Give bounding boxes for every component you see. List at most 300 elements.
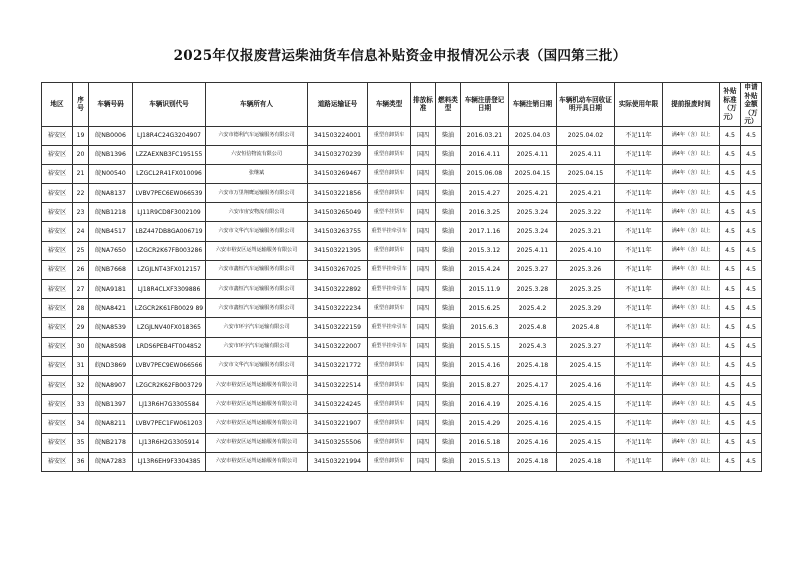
register-date-cell: 2015.4.27 <box>461 184 509 203</box>
plate-cell: 皖ND3869 <box>89 356 133 375</box>
header-cell: 地区 <box>42 83 73 127</box>
table-row <box>42 356 762 375</box>
subsidy-std-cell: 4.5 <box>720 222 741 241</box>
vin-cell: LZGJLNV40FX018365 <box>133 318 206 337</box>
header-cell: 车辆注销日期 <box>509 83 557 127</box>
cancel-date-cell: 2025.3.24 <box>509 222 557 241</box>
emission-std-cell: 国四 <box>411 299 436 318</box>
recycle-date-cell: 2025.4.15 <box>557 414 615 433</box>
subsidy-std-cell: 4.5 <box>720 433 741 452</box>
register-date-cell: 2015.4.24 <box>461 260 509 279</box>
table-row <box>42 433 762 452</box>
early-scrap-cell: 满4年（含）以上 <box>663 184 720 203</box>
fuel-type-cell: 柴油 <box>436 164 461 183</box>
seq-cell: 21 <box>73 164 89 183</box>
owner-cell: 六安市鑫恒汽车运输服务有限公司 <box>206 260 308 279</box>
transport-cert-cell: 341503222007 <box>308 337 368 356</box>
cancel-date-cell: 2025.4.2 <box>509 299 557 318</box>
recycle-date-cell: 2025.04.15 <box>557 164 615 183</box>
district-cell: 裕安区 <box>42 145 73 164</box>
use-years-cell: 不足11年 <box>615 375 663 394</box>
recycle-date-cell: 2025.4.18 <box>557 452 615 471</box>
fuel-type-cell: 柴油 <box>436 452 461 471</box>
fuel-type-cell: 柴油 <box>436 203 461 222</box>
plate-cell: 皖NB1218 <box>89 203 133 222</box>
use-years-cell: 不足11年 <box>615 299 663 318</box>
owner-cell: 六安市文华汽车运输服务有限公司 <box>206 356 308 375</box>
table-body <box>42 126 762 471</box>
vin-cell: LBZ447DB8GA006719 <box>133 222 206 241</box>
seq-cell: 27 <box>73 280 89 299</box>
seq-cell: 36 <box>73 452 89 471</box>
early-scrap-cell: 满4年（含）以上 <box>663 299 720 318</box>
subsidy-std-cell: 4.5 <box>720 164 741 183</box>
subsidy-std-cell: 4.5 <box>720 280 741 299</box>
fuel-type-cell: 柴油 <box>436 318 461 337</box>
cancel-date-cell: 2025.4.17 <box>509 375 557 394</box>
subsidy-std-cell: 4.5 <box>720 126 741 145</box>
district-cell: 裕安区 <box>42 184 73 203</box>
subsidy-amount-cell: 4.5 <box>741 222 762 241</box>
early-scrap-cell: 满4年（含）以上 <box>663 126 720 145</box>
use-years-cell: 不足11年 <box>615 280 663 299</box>
cancel-date-cell: 2025.4.18 <box>509 356 557 375</box>
transport-cert-cell: 341503270239 <box>308 145 368 164</box>
register-date-cell: 2015.8.27 <box>461 375 509 394</box>
district-cell: 裕安区 <box>42 395 73 414</box>
transport-cert-cell: 341503221856 <box>308 184 368 203</box>
seq-cell: 25 <box>73 241 89 260</box>
subsidy-amount-cell: 4.5 <box>741 414 762 433</box>
vehicle-type-cell: 重型自卸货车 <box>368 414 411 433</box>
fuel-type-cell: 柴油 <box>436 126 461 145</box>
cancel-date-cell: 2025.04.15 <box>509 164 557 183</box>
plate-cell: 皖NB7668 <box>89 260 133 279</box>
subsidy-amount-cell: 4.5 <box>741 452 762 471</box>
use-years-cell: 不足11年 <box>615 433 663 452</box>
fuel-type-cell: 柴油 <box>436 280 461 299</box>
table-row <box>42 145 762 164</box>
plate-cell: 皖NB2178 <box>89 433 133 452</box>
vehicle-type-cell: 重型自卸货车 <box>368 299 411 318</box>
transport-cert-cell: 341503221772 <box>308 356 368 375</box>
district-cell: 裕安区 <box>42 260 73 279</box>
recycle-date-cell: 2025.4.10 <box>557 241 615 260</box>
plate-cell: 皖NA8598 <box>89 337 133 356</box>
vehicle-type-cell: 重型自卸货车 <box>368 184 411 203</box>
vehicle-type-cell: 重型半挂牵引车 <box>368 337 411 356</box>
subsidy-amount-cell: 4.5 <box>741 337 762 356</box>
vehicle-type-cell: 重型自卸货车 <box>368 241 411 260</box>
subsidy-std-cell: 4.5 <box>720 318 741 337</box>
table-row <box>42 395 762 414</box>
vin-cell: LZGCR2K62FB003729 <box>133 375 206 394</box>
vin-cell: LJ18R4CLXF3309886 <box>133 280 206 299</box>
district-cell: 裕安区 <box>42 222 73 241</box>
owner-cell: 六安市裕安区运驾运输服务有限公司 <box>206 414 308 433</box>
cancel-date-cell: 2025.04.03 <box>509 126 557 145</box>
owner-cell: 六安市环宇汽车运输有限公司 <box>206 318 308 337</box>
subsidy-table <box>41 82 762 472</box>
plate-cell: 皖N00540 <box>89 164 133 183</box>
header-cell: 序号 <box>73 83 89 127</box>
header-cell: 车辆机动车回收证明开具日期 <box>557 83 615 127</box>
recycle-date-cell: 2025.3.21 <box>557 222 615 241</box>
vin-cell: LJ13R6H2G3305914 <box>133 433 206 452</box>
seq-cell: 29 <box>73 318 89 337</box>
use-years-cell: 不足11年 <box>615 241 663 260</box>
transport-cert-cell: 341503222892 <box>308 280 368 299</box>
cancel-date-cell: 2025.4.3 <box>509 337 557 356</box>
cancel-date-cell: 2025.4.8 <box>509 318 557 337</box>
owner-cell: 六安市裕安区运驾运输服务有限公司 <box>206 452 308 471</box>
vehicle-type-cell: 重型自卸货车 <box>368 145 411 164</box>
subsidy-amount-cell: 4.5 <box>741 145 762 164</box>
owner-cell: 六安市鑫恒汽车运输服务有限公司 <box>206 280 308 299</box>
seq-cell: 22 <box>73 184 89 203</box>
transport-cert-cell: 341503222234 <box>308 299 368 318</box>
subsidy-amount-cell: 4.5 <box>741 241 762 260</box>
emission-std-cell: 国四 <box>411 241 436 260</box>
seq-cell: 30 <box>73 337 89 356</box>
transport-cert-cell: 341503263755 <box>308 222 368 241</box>
owner-cell: 六安市宙安物流有限公司 <box>206 203 308 222</box>
vin-cell: LVBV7PEC6EW066539 <box>133 184 206 203</box>
register-date-cell: 2016.4.11 <box>461 145 509 164</box>
vin-cell: LZZAEXNB3FC195155 <box>133 145 206 164</box>
transport-cert-cell: 341503221907 <box>308 414 368 433</box>
emission-std-cell: 国四 <box>411 318 436 337</box>
plate-cell: 皖NA8211 <box>89 414 133 433</box>
use-years-cell: 不足11年 <box>615 337 663 356</box>
register-date-cell: 2015.3.12 <box>461 241 509 260</box>
fuel-type-cell: 柴油 <box>436 375 461 394</box>
register-date-cell: 2015.5.13 <box>461 452 509 471</box>
use-years-cell: 不足11年 <box>615 356 663 375</box>
transport-cert-cell: 341503222514 <box>308 375 368 394</box>
early-scrap-cell: 满4年（含）以上 <box>663 145 720 164</box>
vin-cell: LJ13R6EH9F3304385 <box>133 452 206 471</box>
owner-cell: 六安恒信物流有限公司 <box>206 145 308 164</box>
recycle-date-cell: 2025.4.15 <box>557 395 615 414</box>
fuel-type-cell: 柴油 <box>436 433 461 452</box>
emission-std-cell: 国四 <box>411 126 436 145</box>
early-scrap-cell: 满4年（含）以上 <box>663 414 720 433</box>
owner-cell: 六安市万里翔鹰运输服务有限公司 <box>206 184 308 203</box>
vin-cell: LJ11R9CD8F3002109 <box>133 203 206 222</box>
district-cell: 裕安区 <box>42 414 73 433</box>
seq-cell: 35 <box>73 433 89 452</box>
register-date-cell: 2016.3.25 <box>461 203 509 222</box>
register-date-cell: 2016.4.19 <box>461 395 509 414</box>
fuel-type-cell: 柴油 <box>436 356 461 375</box>
register-date-cell: 2015.6.3 <box>461 318 509 337</box>
seq-cell: 32 <box>73 375 89 394</box>
register-date-cell: 2015.06.08 <box>461 164 509 183</box>
header-cell: 提前报废时间 <box>663 83 720 127</box>
owner-cell: 六安市裕安区运驾运输服务有限公司 <box>206 241 308 260</box>
emission-std-cell: 国四 <box>411 433 436 452</box>
emission-std-cell: 国四 <box>411 337 436 356</box>
early-scrap-cell: 满4年（含）以上 <box>663 375 720 394</box>
transport-cert-cell: 341503255506 <box>308 433 368 452</box>
owner-cell: 六安市德利汽车运输服务有限公司 <box>206 126 308 145</box>
vin-cell: LZGJLNT43FX012157 <box>133 260 206 279</box>
vin-cell: LJ13R6H7G3305584 <box>133 395 206 414</box>
early-scrap-cell: 满4年（含）以上 <box>663 241 720 260</box>
subsidy-std-cell: 4.5 <box>720 452 741 471</box>
header-cell: 实际使用年限 <box>615 83 663 127</box>
vehicle-type-cell: 重型自卸货车 <box>368 452 411 471</box>
table-row <box>42 375 762 394</box>
early-scrap-cell: 满4年（含）以上 <box>663 452 720 471</box>
cancel-date-cell: 2025.4.21 <box>509 184 557 203</box>
district-cell: 裕安区 <box>42 356 73 375</box>
early-scrap-cell: 满4年（含）以上 <box>663 203 720 222</box>
transport-cert-cell: 341503221395 <box>308 241 368 260</box>
owner-cell: 六安市文华汽车运输服务有限公司 <box>206 222 308 241</box>
cancel-date-cell: 2025.4.16 <box>509 414 557 433</box>
seq-cell: 33 <box>73 395 89 414</box>
recycle-date-cell: 2025.3.29 <box>557 299 615 318</box>
subsidy-std-cell: 4.5 <box>720 260 741 279</box>
table-row <box>42 452 762 471</box>
header-cell: 车辆注册登记日期 <box>461 83 509 127</box>
table-row <box>42 222 762 241</box>
owner-cell: 六安市裕安区运驾运输服务有限公司 <box>206 375 308 394</box>
subsidy-std-cell: 4.5 <box>720 145 741 164</box>
early-scrap-cell: 满4年（含）以上 <box>663 356 720 375</box>
district-cell: 裕安区 <box>42 433 73 452</box>
transport-cert-cell: 341503224001 <box>308 126 368 145</box>
table-row <box>42 414 762 433</box>
cancel-date-cell: 2025.3.28 <box>509 280 557 299</box>
emission-std-cell: 国四 <box>411 414 436 433</box>
emission-std-cell: 国四 <box>411 395 436 414</box>
emission-std-cell: 国四 <box>411 375 436 394</box>
transport-cert-cell: 341503221994 <box>308 452 368 471</box>
recycle-date-cell: 2025.4.8 <box>557 318 615 337</box>
early-scrap-cell: 满4年（含）以上 <box>663 337 720 356</box>
register-date-cell: 2015.4.29 <box>461 414 509 433</box>
header-cell: 补贴标准（万元） <box>720 83 741 127</box>
subsidy-std-cell: 4.5 <box>720 299 741 318</box>
vin-cell: LJ18R4C24G3204907 <box>133 126 206 145</box>
district-cell: 裕安区 <box>42 241 73 260</box>
vehicle-type-cell: 重型半挂牵引车 <box>368 222 411 241</box>
subsidy-amount-cell: 4.5 <box>741 280 762 299</box>
plate-cell: 皖NA7283 <box>89 452 133 471</box>
plate-cell: 皖NA8539 <box>89 318 133 337</box>
vin-cell: LRDS6PEB4FT004852 <box>133 337 206 356</box>
subsidy-std-cell: 4.5 <box>720 241 741 260</box>
register-date-cell: 2016.03.21 <box>461 126 509 145</box>
district-cell: 裕安区 <box>42 164 73 183</box>
plate-cell: 皖NA7650 <box>89 241 133 260</box>
document-title: 2025年仅报废营运柴油货车信息补贴资金申报情况公示表（国四第三批） <box>173 48 627 64</box>
seq-cell: 34 <box>73 414 89 433</box>
district-cell: 裕安区 <box>42 299 73 318</box>
use-years-cell: 不足11年 <box>615 260 663 279</box>
early-scrap-cell: 满4年（含）以上 <box>663 222 720 241</box>
plate-cell: 皖NA8907 <box>89 375 133 394</box>
seq-cell: 19 <box>73 126 89 145</box>
plate-cell: 皖NA8137 <box>89 184 133 203</box>
subsidy-std-cell: 4.5 <box>720 356 741 375</box>
subsidy-amount-cell: 4.5 <box>741 433 762 452</box>
subsidy-amount-cell: 4.5 <box>741 375 762 394</box>
early-scrap-cell: 满4年（含）以上 <box>663 395 720 414</box>
fuel-type-cell: 柴油 <box>436 145 461 164</box>
cancel-date-cell: 2025.3.24 <box>509 203 557 222</box>
subsidy-amount-cell: 4.5 <box>741 395 762 414</box>
vehicle-type-cell: 重型自卸货车 <box>368 164 411 183</box>
register-date-cell: 2015.4.16 <box>461 356 509 375</box>
subsidy-std-cell: 4.5 <box>720 337 741 356</box>
recycle-date-cell: 2025.4.15 <box>557 433 615 452</box>
emission-std-cell: 国四 <box>411 222 436 241</box>
use-years-cell: 不足11年 <box>615 164 663 183</box>
transport-cert-cell: 341503269467 <box>308 164 368 183</box>
emission-std-cell: 国四 <box>411 145 436 164</box>
plate-cell: 皖NB1397 <box>89 395 133 414</box>
fuel-type-cell: 柴油 <box>436 241 461 260</box>
vin-cell: LVBV7PEC9EW066566 <box>133 356 206 375</box>
register-date-cell: 2015.11.9 <box>461 280 509 299</box>
vin-cell: LZGCL2R41FX010096 <box>133 164 206 183</box>
fuel-type-cell: 柴油 <box>436 299 461 318</box>
table-row <box>42 126 762 145</box>
transport-cert-cell: 341503265049 <box>308 203 368 222</box>
table-row <box>42 184 762 203</box>
subsidy-amount-cell: 4.5 <box>741 299 762 318</box>
recycle-date-cell: 2025.3.26 <box>557 260 615 279</box>
plate-cell: 皖NB0006 <box>89 126 133 145</box>
early-scrap-cell: 满4年（含）以上 <box>663 260 720 279</box>
subsidy-std-cell: 4.5 <box>720 203 741 222</box>
district-cell: 裕安区 <box>42 280 73 299</box>
emission-std-cell: 国四 <box>411 356 436 375</box>
early-scrap-cell: 满4年（含）以上 <box>663 164 720 183</box>
header-cell: 道路运输证号 <box>308 83 368 127</box>
early-scrap-cell: 满4年（含）以上 <box>663 280 720 299</box>
subsidy-std-cell: 4.5 <box>720 184 741 203</box>
subsidy-amount-cell: 4.5 <box>741 126 762 145</box>
header-cell: 排放标准 <box>411 83 436 127</box>
vehicle-type-cell: 重型自卸货车 <box>368 395 411 414</box>
header-cell: 车辆类型 <box>368 83 411 127</box>
emission-std-cell: 国四 <box>411 452 436 471</box>
emission-std-cell: 国四 <box>411 280 436 299</box>
cancel-date-cell: 2025.4.11 <box>509 241 557 260</box>
header-cell: 车辆识别代号 <box>133 83 206 127</box>
subsidy-std-cell: 4.5 <box>720 414 741 433</box>
header-row <box>42 83 762 127</box>
fuel-type-cell: 柴油 <box>436 414 461 433</box>
emission-std-cell: 国四 <box>411 203 436 222</box>
district-cell: 裕安区 <box>42 318 73 337</box>
district-cell: 裕安区 <box>42 203 73 222</box>
vin-cell: LVBV7PEC1FW061203 <box>133 414 206 433</box>
table-row <box>42 164 762 183</box>
table-row <box>42 280 762 299</box>
use-years-cell: 不足11年 <box>615 414 663 433</box>
table-row <box>42 260 762 279</box>
early-scrap-cell: 满4年（含）以上 <box>663 318 720 337</box>
transport-cert-cell: 341503224245 <box>308 395 368 414</box>
subsidy-std-cell: 4.5 <box>720 375 741 394</box>
seq-cell: 31 <box>73 356 89 375</box>
vehicle-type-cell: 重型半挂牵引车 <box>368 260 411 279</box>
fuel-type-cell: 柴油 <box>436 184 461 203</box>
recycle-date-cell: 2025.4.15 <box>557 356 615 375</box>
fuel-type-cell: 柴油 <box>436 260 461 279</box>
register-date-cell: 2015.6.25 <box>461 299 509 318</box>
emission-std-cell: 国四 <box>411 260 436 279</box>
vehicle-type-cell: 重型自卸货车 <box>368 375 411 394</box>
district-cell: 裕安区 <box>42 375 73 394</box>
district-cell: 裕安区 <box>42 452 73 471</box>
subsidy-amount-cell: 4.5 <box>741 356 762 375</box>
district-cell: 裕安区 <box>42 337 73 356</box>
recycle-date-cell: 2025.04.02 <box>557 126 615 145</box>
use-years-cell: 不足11年 <box>615 452 663 471</box>
vehicle-type-cell: 重型自卸货车 <box>368 356 411 375</box>
table-row <box>42 299 762 318</box>
vin-cell: LZGCR2K67FB003286 <box>133 241 206 260</box>
owner-cell: 六安市环宇汽车运输有限公司 <box>206 337 308 356</box>
plate-cell: 皖NA8421 <box>89 299 133 318</box>
recycle-date-cell: 2025.4.21 <box>557 184 615 203</box>
header-cell: 车辆号码 <box>89 83 133 127</box>
use-years-cell: 不足11年 <box>615 126 663 145</box>
fuel-type-cell: 柴油 <box>436 222 461 241</box>
subsidy-amount-cell: 4.5 <box>741 318 762 337</box>
seq-cell: 24 <box>73 222 89 241</box>
vin-cell: LZGCR2K61FB0029 89 <box>133 299 206 318</box>
recycle-date-cell: 2025.3.25 <box>557 280 615 299</box>
owner-cell: 六安市裕安区运驾运输服务有限公司 <box>206 395 308 414</box>
fuel-type-cell: 柴油 <box>436 337 461 356</box>
register-date-cell: 2015.5.15 <box>461 337 509 356</box>
plate-cell: 皖NB4517 <box>89 222 133 241</box>
vehicle-type-cell: 重型半挂牵引车 <box>368 318 411 337</box>
owner-cell: 六安市裕安区运驾运输服务有限公司 <box>206 433 308 452</box>
emission-std-cell: 国四 <box>411 184 436 203</box>
recycle-date-cell: 2025.4.16 <box>557 375 615 394</box>
cancel-date-cell: 2025.4.16 <box>509 433 557 452</box>
plate-cell: 皖NA9181 <box>89 280 133 299</box>
seq-cell: 23 <box>73 203 89 222</box>
recycle-date-cell: 2025.4.11 <box>557 145 615 164</box>
header-cell: 燃料类型 <box>436 83 461 127</box>
subsidy-amount-cell: 4.5 <box>741 164 762 183</box>
cancel-date-cell: 2025.4.11 <box>509 145 557 164</box>
use-years-cell: 不足11年 <box>615 145 663 164</box>
cancel-date-cell: 2025.4.18 <box>509 452 557 471</box>
recycle-date-cell: 2025.3.27 <box>557 337 615 356</box>
cancel-date-cell: 2025.3.27 <box>509 260 557 279</box>
table-row <box>42 241 762 260</box>
vehicle-type-cell: 重型半挂货车 <box>368 203 411 222</box>
table-row <box>42 337 762 356</box>
table-row <box>42 318 762 337</box>
use-years-cell: 不足11年 <box>615 203 663 222</box>
use-years-cell: 不足11年 <box>615 184 663 203</box>
use-years-cell: 不足11年 <box>615 318 663 337</box>
vehicle-type-cell: 重型自卸货车 <box>368 433 411 452</box>
vehicle-type-cell: 重型半挂牵引车 <box>368 280 411 299</box>
